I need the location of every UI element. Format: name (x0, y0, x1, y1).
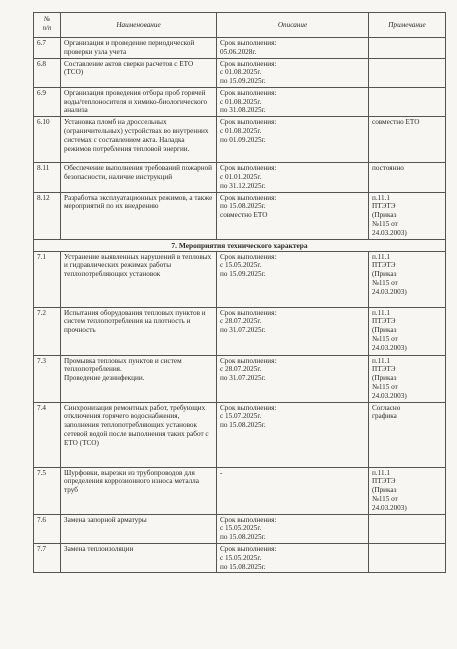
row-description: Срок выполнения: с 01.08.2025г. по 15.09.2025г. (217, 58, 369, 87)
row-note: постоянно (369, 163, 446, 192)
table-row (34, 192, 446, 239)
row-description: Срок выполнения: с 28.07.2025г. по 31.07.2025г. (217, 307, 369, 355)
row-description: - (217, 467, 369, 514)
row-number: 7.1 (34, 251, 61, 307)
row-number: 7.2 (34, 307, 61, 355)
table-row (34, 38, 446, 59)
row-description: Срок выполнения: по 15.08.2025г. совместно ЕТО (217, 192, 369, 239)
row-name: Составление актов сверки расчетов с ЕТО (ТСО) (61, 58, 217, 87)
row-number: 7.3 (34, 355, 61, 402)
row-description: Срок выполнения: с 15.05.2025г. по 15.08.2025г. (217, 514, 369, 543)
section-title: 7. Мероприятия технического характера (34, 239, 446, 251)
row-name: Замена теплоизоляции (61, 543, 217, 572)
row-number: 6.9 (34, 87, 61, 116)
row-name: Синхронизация ремонтных работ, требующих отключения горячего водоснабжения, заполнения теплопотребляющих установок сетевой водой после выполнения таких работ с ЕТО (ТСО) (61, 402, 217, 467)
row-description: Срок выполнения: с 28.07.2025г. по 31.07.2025г. (217, 355, 369, 402)
row-description: Срок выполнения: с 15.05.2025г. по 15.09.2025г. (217, 251, 369, 307)
row-note (369, 38, 446, 59)
header-note: Примечание (369, 13, 446, 38)
table-row (34, 514, 446, 543)
row-description: Срок выполнения: с 01.08.2025г. по 31.08.2025г. (217, 87, 369, 116)
row-note: п.11.1 ПТЭТЭ (Приказ №115 от 24.03.2003) (369, 192, 446, 239)
header-name: Наименование (61, 13, 217, 38)
table-row (34, 251, 446, 307)
table-body-bottom (34, 251, 446, 573)
row-name: Испытания оборудования тепловых пунктов и систем теплопотребления на плотность и прочность (61, 307, 217, 355)
row-number: 6.8 (34, 58, 61, 87)
row-note (369, 543, 446, 572)
row-note: п.11.1 ПТЭТЭ (Приказ №115 от 24.03.2003) (369, 355, 446, 402)
row-name: Устранение выявленных нарушений в тепловых и гидравлических режимах работы теплопотребляющих установок (61, 251, 217, 307)
table-header-row (34, 13, 446, 38)
row-description: Срок выполнения: с 01.01.2025г. по 31.12.2025г. (217, 163, 369, 192)
measures-table (33, 12, 446, 573)
row-number: 7.4 (34, 402, 61, 467)
row-number: 8.11 (34, 163, 61, 192)
row-number: 7.7 (34, 543, 61, 572)
header-desc: Описание (217, 13, 369, 38)
row-note (369, 58, 446, 87)
row-name: Разработка эксплуатационных режимов, а также мероприятий по их внедрению (61, 192, 217, 239)
table-row (34, 467, 446, 514)
row-name: Шурфовки, вырезки из трубопроводов для определения коррозионного износа металла труб (61, 467, 217, 514)
row-note: п.11.1 ПТЭТЭ (Приказ №115 от 24.03.2003) (369, 307, 446, 355)
row-note: Согласно графика (369, 402, 446, 467)
table-body-top (34, 38, 446, 240)
row-number: 6.7 (34, 38, 61, 59)
row-name: Организация проведения отбора проб горячей воды/теплоносителя и химико-биологического анализа (61, 87, 217, 116)
row-note (369, 87, 446, 116)
row-name: Организация и проведение периодической проверки узла учета (61, 38, 217, 59)
row-note (369, 514, 446, 543)
table-row (34, 117, 446, 163)
table-row (34, 58, 446, 87)
row-note: п.11.1 ПТЭТЭ (Приказ №115 от 24.03.2003) (369, 251, 446, 307)
row-name: Обеспечение выполнения требований пожарной безопасности, наличие инструкций (61, 163, 217, 192)
table-row (34, 402, 446, 467)
row-number: 7.6 (34, 514, 61, 543)
row-name: Промывка тепловых пунктов и систем теплопотребления. Проведение дезинфекции. (61, 355, 217, 402)
table-row (34, 355, 446, 402)
row-name: Замена запорной арматуры (61, 514, 217, 543)
row-number: 8.12 (34, 192, 61, 239)
row-description: Срок выполнения: 05.06.2028г. (217, 38, 369, 59)
table-row (34, 307, 446, 355)
row-number: 7.5 (34, 467, 61, 514)
row-number: 6.10 (34, 117, 61, 163)
row-note: п.11.1 ПТЭТЭ (Приказ №115 от 24.03.2003) (369, 467, 446, 514)
row-description: Срок выполнения: с 15.07.2025г. по 15.08.2025г. (217, 402, 369, 467)
table-row (34, 163, 446, 192)
row-name: Установка пломб на дроссельных (ограничительных) устройствах во внутренних системах с составлением акта. Наладка режимов потребления тепловой энергии. (61, 117, 217, 163)
table-row (34, 543, 446, 572)
header-num: № п/п (34, 13, 61, 38)
row-description: Срок выполнения: с 01.08.2025г. по 01.09.2025г. (217, 117, 369, 163)
section-row (34, 239, 446, 251)
row-note: совместно ЕТО (369, 117, 446, 163)
table-row (34, 87, 446, 116)
row-description: Срок выполнения: с 15.05.2025г. по 15.08.2025г. (217, 543, 369, 572)
